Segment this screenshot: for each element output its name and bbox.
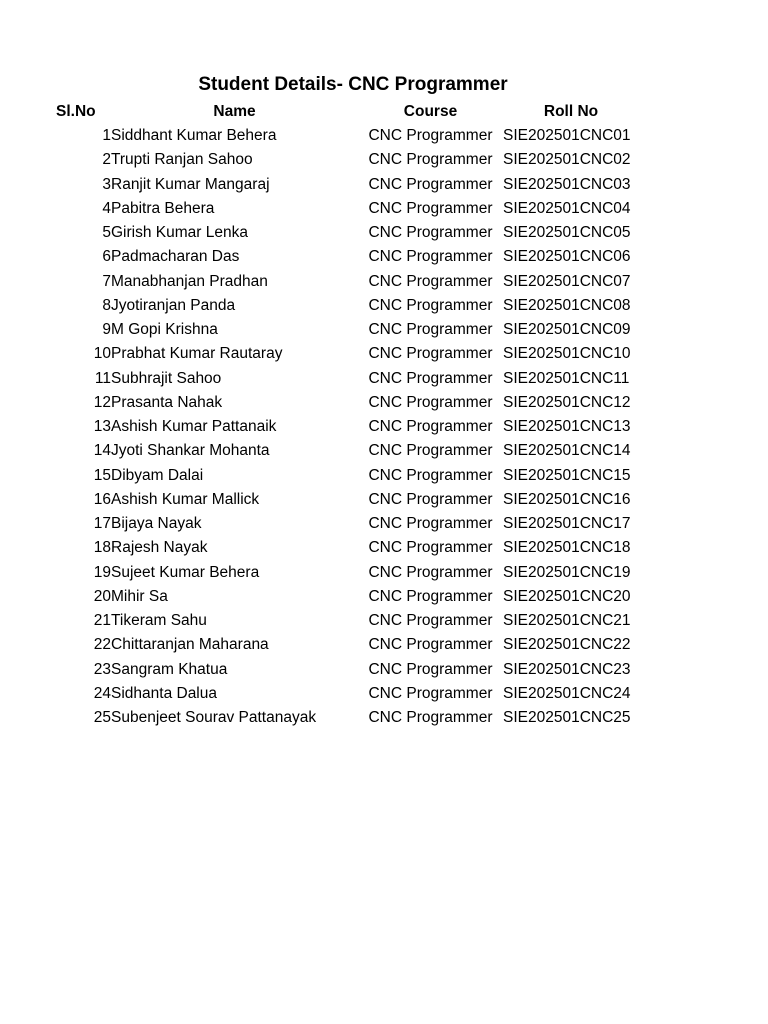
cell-course: CNC Programmer: [368, 369, 493, 387]
table-row: [56, 609, 639, 633]
cell-course: CNC Programmer: [368, 345, 493, 363]
cell-student-name: M Gopi Krishna: [111, 321, 218, 338]
cell-course: CNC Programmer: [368, 539, 493, 557]
column-header-course: Course: [403, 103, 458, 120]
table-row: [56, 221, 639, 245]
cell-student-name: Subhrajit Sahoo: [111, 369, 222, 387]
cell-roll-no: SIE202501CNC10: [503, 345, 631, 363]
cell-course: CNC Programmer: [368, 612, 493, 629]
cell-sl-no: 20: [93, 587, 111, 605]
table-row: [56, 561, 639, 585]
cell-roll-no: SIE202501CNC05: [503, 224, 631, 241]
table-row: [56, 512, 639, 536]
table-row: [56, 318, 639, 342]
cell-student-name: Sujeet Kumar Behera: [111, 563, 260, 581]
column-header-roll-no: Roll No: [543, 103, 599, 120]
cell-roll-no: SIE202501CNC07: [503, 272, 631, 290]
cell-course: CNC Programmer: [368, 199, 493, 217]
cell-course: CNC Programmer: [368, 127, 493, 144]
table-row: [56, 633, 639, 657]
cell-roll-no: SIE202501CNC11: [503, 369, 630, 387]
cell-sl-no: 16: [93, 490, 111, 508]
cell-sl-no: 11: [94, 369, 111, 387]
cell-roll-no: SIE202501CNC12: [503, 393, 631, 411]
table-body: [56, 124, 639, 730]
table-row: [56, 464, 639, 488]
cell-student-name: Prasanta Nahak: [111, 393, 223, 411]
cell-sl-no: 18: [93, 539, 111, 557]
cell-roll-no: SIE202501CNC20: [503, 587, 631, 605]
cell-student-name: Prabhat Kumar Rautaray: [111, 345, 283, 363]
table-row: [56, 294, 639, 318]
cell-course: CNC Programmer: [368, 515, 493, 532]
cell-student-name: Trupti Ranjan Sahoo: [111, 151, 253, 169]
cell-student-name: Siddhant Kumar Behera: [111, 127, 277, 144]
cell-sl-no: 19: [93, 563, 111, 581]
cell-student-name: Pabitra Behera: [111, 199, 215, 217]
cell-sl-no: 2: [102, 151, 111, 169]
cell-sl-no: 3: [102, 175, 111, 193]
cell-roll-no: SIE202501CNC17: [503, 515, 631, 532]
cell-sl-no: 21: [93, 612, 111, 629]
cell-student-name: Chittaranjan Maharana: [111, 636, 269, 654]
cell-course: CNC Programmer: [368, 442, 493, 460]
cell-course: CNC Programmer: [368, 248, 493, 266]
cell-roll-no: SIE202501CNC24: [503, 684, 631, 702]
cell-student-name: Padmacharan Das: [111, 248, 240, 266]
table-row: [56, 148, 639, 172]
cell-sl-no: 25: [93, 709, 111, 726]
cell-roll-no: SIE202501CNC13: [503, 418, 631, 435]
cell-sl-no: 24: [93, 684, 111, 702]
cell-sl-no: 14: [93, 442, 111, 460]
cell-sl-no: 17: [93, 515, 111, 532]
cell-roll-no: SIE202501CNC18: [503, 539, 631, 557]
cell-sl-no: 22: [93, 636, 111, 654]
cell-sl-no: 1: [102, 127, 111, 144]
cell-course: CNC Programmer: [368, 709, 493, 726]
cell-student-name: Ashish Kumar Mallick: [111, 490, 260, 508]
table-row: [56, 658, 639, 682]
cell-roll-no: SIE202501CNC23: [503, 660, 631, 678]
table-header-row: [56, 100, 639, 124]
cell-course: CNC Programmer: [368, 321, 493, 338]
cell-course: CNC Programmer: [368, 151, 493, 169]
cell-student-name: Sidhanta Dalua: [111, 684, 217, 702]
table-row: [56, 585, 639, 609]
cell-course: CNC Programmer: [368, 224, 493, 241]
cell-roll-no: SIE202501CNC15: [503, 466, 631, 484]
column-header-sl-no: Sl.No: [56, 103, 96, 120]
cell-course: CNC Programmer: [368, 563, 493, 581]
cell-course: CNC Programmer: [368, 587, 493, 605]
cell-roll-no: SIE202501CNC06: [503, 248, 631, 266]
cell-roll-no: SIE202501CNC16: [503, 490, 631, 508]
table-row: [56, 124, 639, 148]
cell-sl-no: 8: [102, 296, 111, 314]
cell-student-name: Rajesh Nayak: [111, 539, 208, 557]
column-header-name: Name: [213, 103, 256, 120]
cell-student-name: Ranjit Kumar Mangaraj: [111, 175, 270, 193]
table-row: [56, 173, 639, 197]
cell-course: CNC Programmer: [368, 296, 493, 314]
cell-course: CNC Programmer: [368, 466, 493, 484]
table-row: [56, 367, 639, 391]
cell-course: CNC Programmer: [368, 684, 493, 702]
cell-sl-no: 13: [93, 418, 111, 435]
cell-course: CNC Programmer: [368, 418, 493, 435]
table-row: [56, 245, 639, 269]
cell-student-name: Sangram Khatua: [111, 660, 228, 678]
table-row: [56, 342, 639, 366]
cell-roll-no: SIE202501CNC14: [503, 442, 631, 460]
table-row: [56, 488, 639, 512]
table-row: [56, 706, 639, 730]
cell-roll-no: SIE202501CNC19: [503, 563, 631, 581]
cell-sl-no: 9: [102, 321, 111, 338]
cell-sl-no: 4: [102, 199, 111, 217]
cell-course: CNC Programmer: [368, 272, 493, 290]
cell-student-name: Manabhanjan Pradhan: [111, 272, 268, 290]
student-table: [56, 100, 639, 730]
page-title: Student Details- CNC Programmer: [198, 74, 508, 95]
table-row: [56, 439, 639, 463]
cell-sl-no: 5: [102, 224, 111, 241]
table-row: [56, 197, 639, 221]
cell-sl-no: 12: [93, 393, 111, 411]
cell-student-name: Mihir Sa: [111, 587, 168, 605]
table-row: [56, 682, 639, 706]
cell-student-name: Dibyam Dalai: [111, 466, 204, 484]
cell-course: CNC Programmer: [368, 490, 493, 508]
cell-roll-no: SIE202501CNC01: [503, 127, 631, 144]
cell-roll-no: SIE202501CNC03: [503, 175, 631, 193]
cell-roll-no: SIE202501CNC02: [503, 151, 631, 169]
cell-sl-no: 23: [93, 660, 111, 678]
cell-student-name: Girish Kumar Lenka: [111, 224, 248, 241]
table-row: [56, 536, 639, 560]
table-row: [56, 415, 639, 439]
cell-roll-no: SIE202501CNC21: [503, 612, 631, 629]
table-row: [56, 270, 639, 294]
cell-student-name: Subenjeet Sourav Pattanayak: [111, 709, 317, 726]
cell-student-name: Tikeram Sahu: [111, 612, 207, 629]
cell-roll-no: SIE202501CNC25: [503, 709, 631, 726]
cell-student-name: Jyoti Shankar Mohanta: [111, 442, 270, 460]
cell-roll-no: SIE202501CNC22: [503, 636, 631, 654]
cell-course: CNC Programmer: [368, 636, 493, 654]
cell-sl-no: 15: [93, 466, 111, 484]
cell-student-name: Ashish Kumar Pattanaik: [111, 418, 277, 435]
cell-sl-no: 10: [93, 345, 111, 363]
cell-sl-no: 7: [102, 272, 111, 290]
cell-course: CNC Programmer: [368, 393, 493, 411]
cell-roll-no: SIE202501CNC04: [503, 199, 631, 217]
cell-student-name: Jyotiranjan Panda: [111, 296, 236, 314]
cell-sl-no: 6: [102, 248, 111, 266]
cell-roll-no: SIE202501CNC09: [503, 321, 631, 338]
cell-course: CNC Programmer: [368, 660, 493, 678]
cell-course: CNC Programmer: [368, 175, 493, 193]
table-row: [56, 391, 639, 415]
cell-roll-no: SIE202501CNC08: [503, 296, 631, 314]
cell-student-name: Bijaya Nayak: [111, 515, 202, 532]
